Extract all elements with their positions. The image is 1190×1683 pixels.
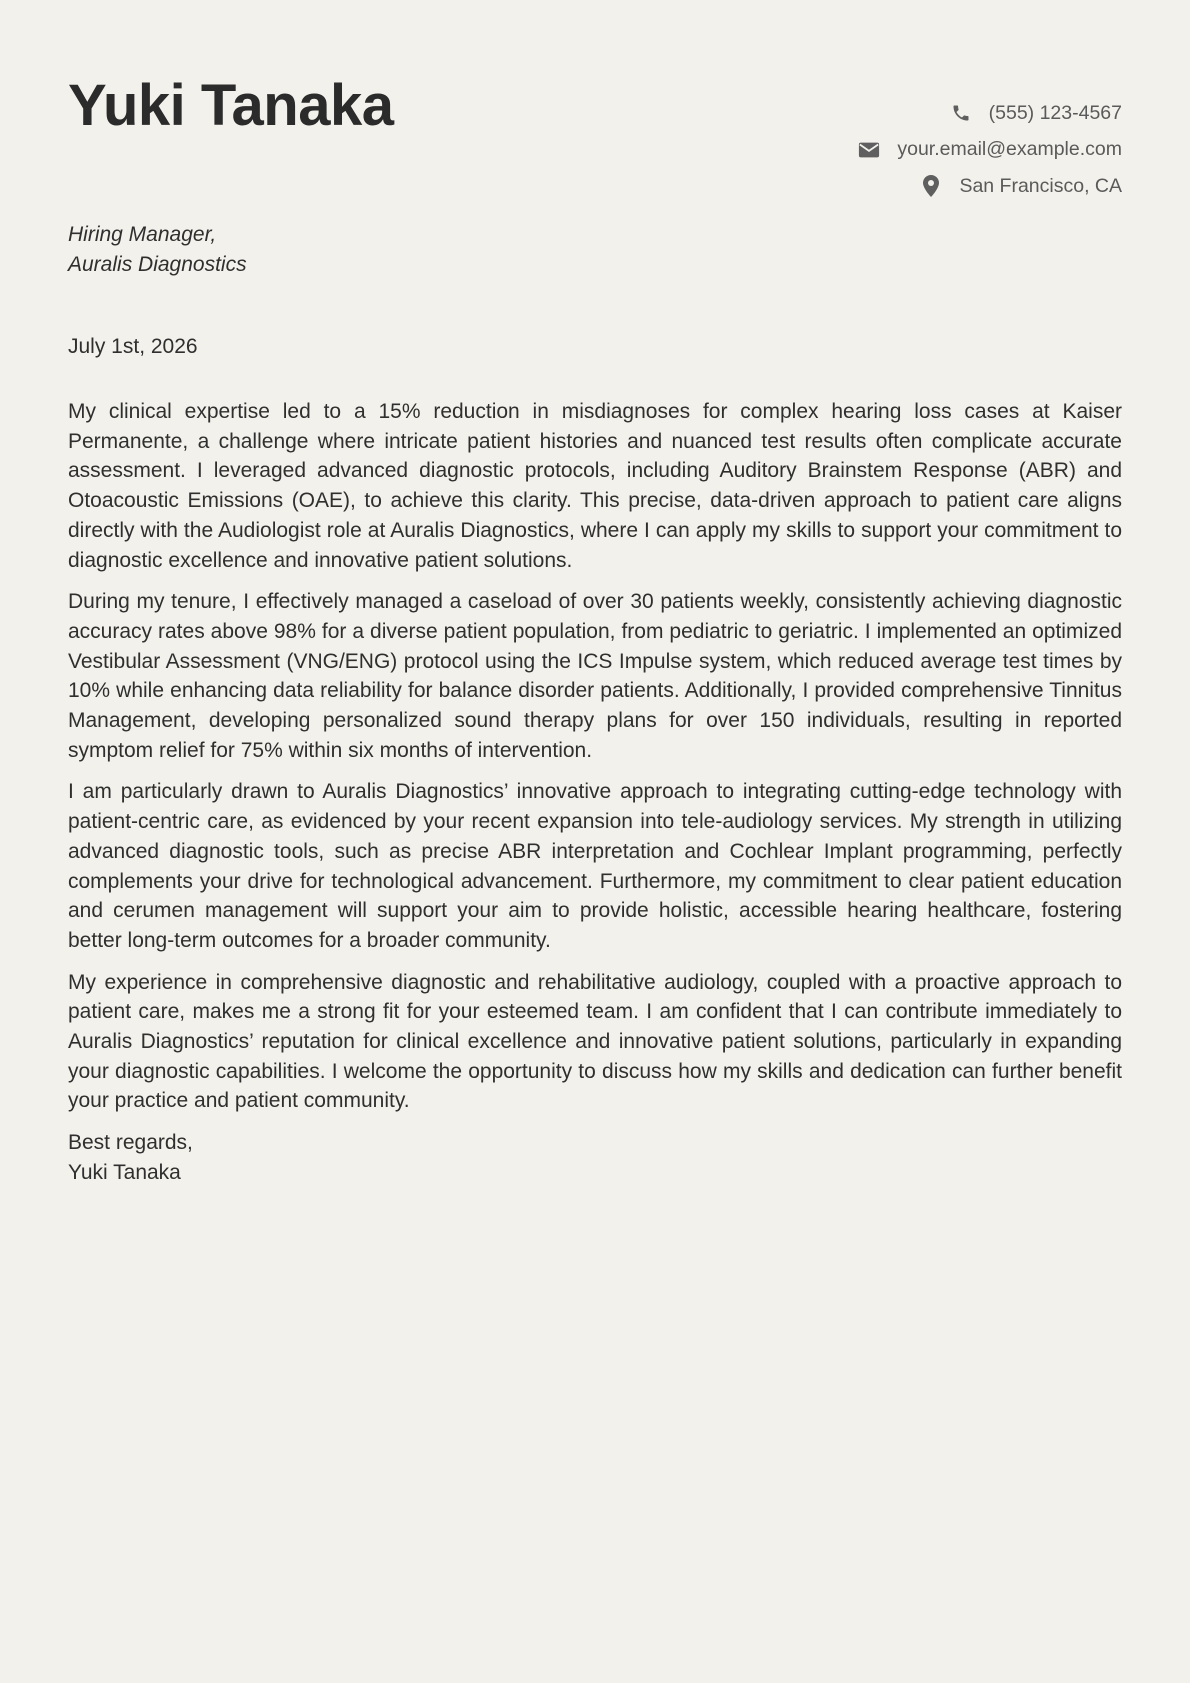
map-pin-icon [919, 175, 943, 197]
contact-phone [702, 95, 1122, 132]
closing-salutation: Best regards, [68, 1131, 193, 1155]
body-paragraph-2: During my tenure, I effectively managed a caseload of over 30 patients weekly, consistently achieving diagnostic accuracy rates above 98% for a diverse patient population, from pediatric to geriatric. I implemented an optimized Vestibular Assessment (VNG/ENG) protocol using the ICS Impulse system, which reduced average test times by 10% while enhancing data reliability for balance disorder patients. Additionally, I provided comprehensive Tinnitus Management, developing personalized sound therapy plans for over 150 individuals, resulting in reported symptom relief for 75% within six months of intervention. [68, 590, 1122, 762]
letter-body [68, 397, 1122, 1188]
applicant-name: Yuki Tanaka [68, 73, 394, 138]
envelope-icon [857, 139, 881, 161]
recipient-block [68, 220, 247, 280]
contact-email-text: your.email@example.com [897, 138, 1122, 161]
recipient-company: Auralis Diagnostics [68, 253, 247, 276]
closing-signature: Yuki Tanaka [68, 1160, 181, 1184]
letter-date: July 1st, 2026 [68, 335, 198, 358]
body-paragraph-4: My experience in comprehensive diagnostic and rehabilitative audiology, coupled with a proactive approach to patient care, makes me a strong fit for your esteemed team. I am confident that I can contribute immediately to Auralis Diagnostics’ reputation for clinical excellence and innovative patient solutions, particularly in expanding your diagnostic capabilities. I welcome the opportunity to discuss how my skills and dedication can further benefit your practice and patient community. [68, 970, 1122, 1113]
contact-info [702, 95, 1122, 205]
body-paragraph-1: My clinical expertise led to a 15% reduction in misdiagnoses for complex hearing loss cases at Kaiser Permanente, a challenge where intricate patient histories and nuanced test results often complicate accurate assessment. I leveraged advanced diagnostic protocols, including Auditory Brainstem Response (ABR) and Otoacoustic Emissions (OAE), to achieve this clarity. This precise, data-driven approach to patient care aligns directly with the Audiologist role at Auralis Diagnostics, where I can apply my skills to support your commitment to diagnostic excellence and innovative patient solutions. [68, 400, 1122, 572]
contact-email [702, 132, 1122, 169]
contact-phone-text: (555) 123-4567 [988, 101, 1122, 124]
closing-block [68, 1128, 1122, 1187]
recipient-title: Hiring Manager, [68, 223, 217, 246]
contact-location-text: San Francisco, CA [959, 174, 1122, 197]
phone-icon [949, 102, 973, 124]
contact-location [702, 168, 1122, 205]
body-paragraph-3: I am particularly drawn to Auralis Diagnostics’ innovative approach to integrating cutting-edge technology with patient-centric care, as evidenced by your recent expansion into tele-audiology services. My strength in utilizing advanced diagnostic tools, such as precise ABR interpretation and Cochlear Implant programming, perfectly complements your drive for technological advancement. Furthermore, my commitment to clear patient education and cerumen management will support your aim to provide holistic, accessible hearing healthcare, fostering better long-term outcomes for a broader community. [68, 780, 1122, 952]
